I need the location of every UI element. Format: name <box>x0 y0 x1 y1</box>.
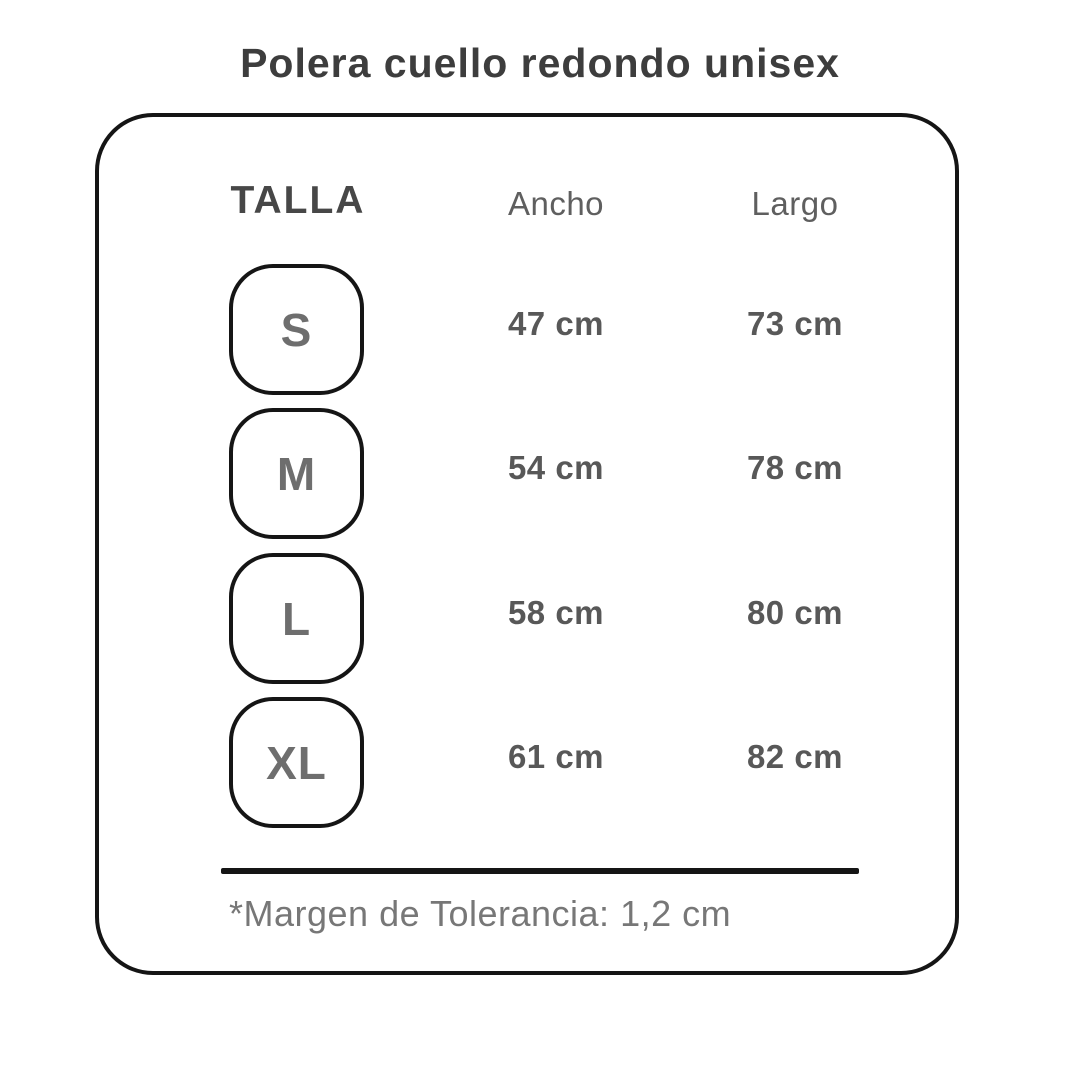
largo-value: 80 cm <box>746 593 844 631</box>
divider-line <box>221 868 859 874</box>
size-badge-s <box>229 264 364 395</box>
ancho-value: 58 cm <box>507 593 605 631</box>
size-badge-l <box>229 553 364 684</box>
column-header-talla: TALLA <box>230 179 366 222</box>
size-label: S <box>280 303 313 356</box>
size-row-s <box>99 264 955 395</box>
ancho-value: 47 cm <box>507 304 605 342</box>
tolerance-note: *Margen de Tolerancia: 1,2 cm <box>229 893 732 934</box>
size-row-xl <box>99 697 955 828</box>
size-badge-xl <box>229 697 364 828</box>
largo-value: 82 cm <box>746 737 844 775</box>
size-badge-m <box>229 408 364 539</box>
size-chart-card <box>95 113 959 975</box>
ancho-value: 54 cm <box>507 448 605 486</box>
ancho-value: 61 cm <box>507 737 605 775</box>
size-label: XL <box>266 736 327 789</box>
size-label: M <box>276 447 317 500</box>
column-header-largo: Largo <box>751 185 839 222</box>
size-row-l <box>99 553 955 684</box>
size-row-m <box>99 408 955 539</box>
largo-value: 78 cm <box>746 448 844 486</box>
column-header-ancho: Ancho <box>507 185 605 222</box>
size-label: L <box>281 592 312 645</box>
page-title: Polera cuello redondo unisex <box>240 40 840 86</box>
largo-value: 73 cm <box>746 304 844 342</box>
